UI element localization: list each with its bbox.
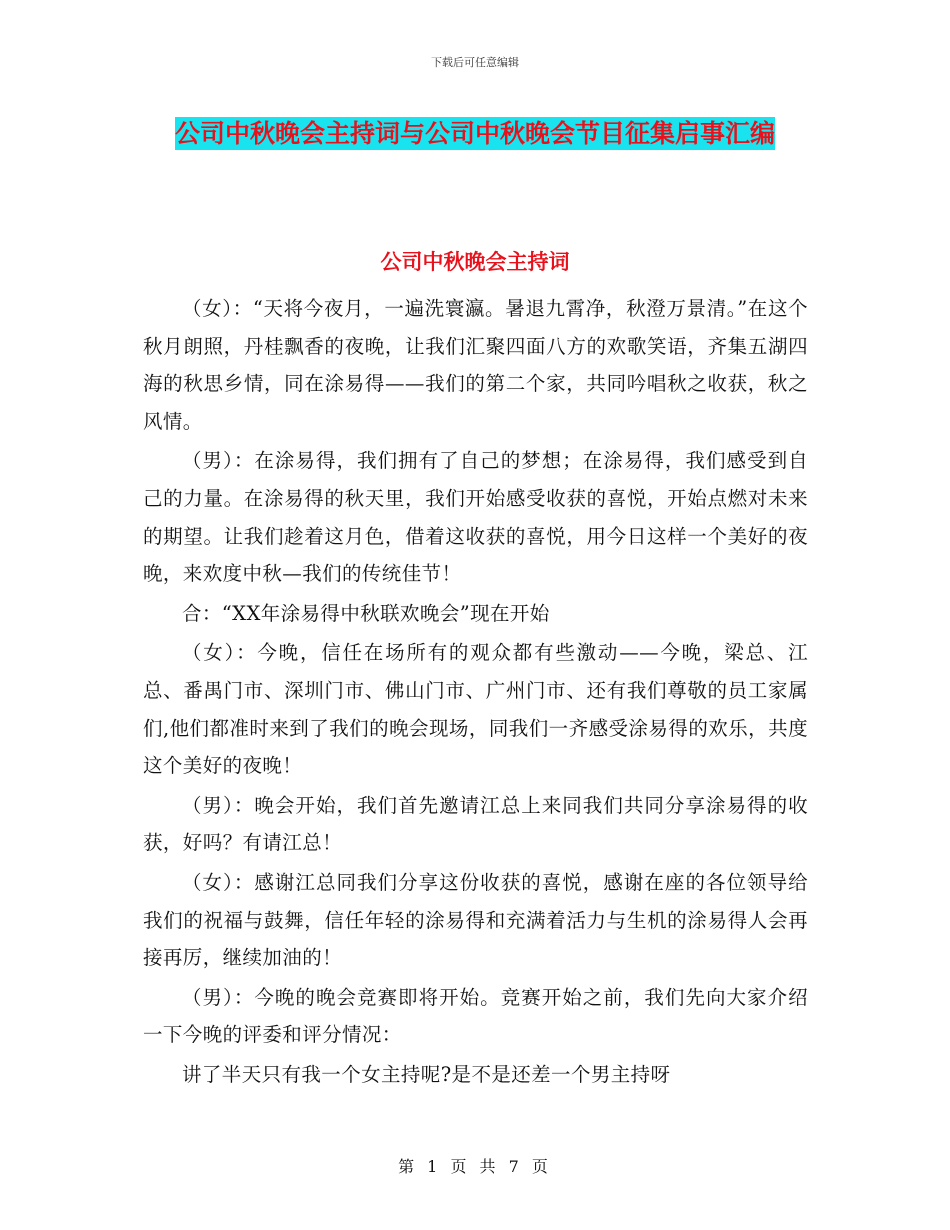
page-footer: 第 1 页 共 7 页	[398, 1157, 552, 1176]
paragraph-1: （女）：“天将今夜月，一遍洗寰瀛。暑退九霄净，秋澄万景清。”在这个秋月朗照，丹桂飘香的夜晚，让我们汇聚四面八方的欢歌笑语，齐集五湖四海的秋思乡情，同在涂易得——我们的第二个家，共同吟唱秋之收获，秋之风情。	[143, 297, 808, 433]
paragraph-3: 合：“XX年涂易得中秋联欢晚会”现在开始	[182, 601, 550, 625]
document-title-text: 公司中秋晚会主持词与公司中秋晚会节目征集启事汇编	[174, 119, 775, 148]
paragraph-6: （女）：感谢江总同我们分享这份收获的喜悦，感谢在座的各位领导给我们的祝福与鼓舞，信任年轻的涂易得和充满着活力与生机的涂易得人会再接再厉，继续加油的！	[143, 870, 808, 970]
paragraph-4: （女）：今晚，信任在场所有的观众都有些激动——今晚，梁总、江总、番禺门市、深圳门市、佛山门市、广州门市、还有我们尊敬的员工家属们,他们都准时来到了我们的晚会现场，同我们一齐感受涂易得的欢乐，共度这个美好的夜晚！	[143, 641, 808, 778]
document-body	[143, 290, 808, 1093]
page-header-note: 下载后可任意编辑	[431, 56, 519, 69]
paragraph-2: （男）：在涂易得，我们拥有了自己的梦想；在涂易得，我们感受到自己的力量。在涂易得的秋天里，我们开始感受收获的喜悦，开始点燃对未来的期望。让我们趁着这月色，借着这收获的喜悦，用今日这样一个美好的夜晚，来欢度中秋—我们的传统佳节！	[143, 449, 808, 586]
section-title: 公司中秋晚会主持词	[380, 250, 570, 274]
paragraph-5: （男）：晚会开始，我们首先邀请江总上来同我们共同分享涂易得的收获，好吗？有请江总！	[143, 793, 808, 855]
paragraph-7: （男）：今晚的晚会竞赛即将开始。竞赛开始之前，我们先向大家介绍一下今晚的评委和评分情况：	[143, 985, 808, 1047]
document-title	[140, 110, 810, 158]
paragraph-8: 讲了半天只有我一个女主持呢?是不是还差一个男主持呀	[182, 1062, 671, 1086]
